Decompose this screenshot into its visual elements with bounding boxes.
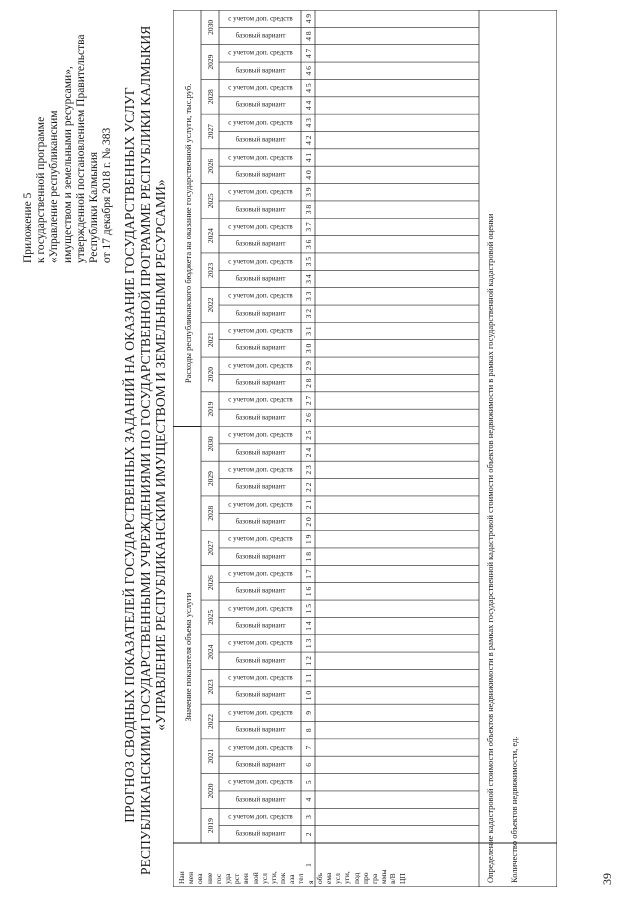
year-header-expense: 2028 [206, 89, 215, 105]
variant-extra-label: с учетом доп. средств [227, 187, 293, 196]
variant-extra-label: с учетом доп. средств [227, 569, 293, 578]
name-header-fragment: мен [186, 871, 196, 884]
year-header-expense: 2030 [206, 19, 215, 35]
variant-base-label: базовый вариант [235, 100, 285, 109]
column-number: 6 [304, 763, 313, 767]
year-header-expense: 2026 [206, 158, 215, 174]
variant-extra-label: с учетом доп. средств [227, 743, 293, 752]
variant-extra-label: с учетом доп. средств [227, 812, 293, 821]
variant-extra-label: с учетом доп. средств [227, 361, 293, 370]
variant-extra-label: с учетом доп. средств [227, 14, 293, 23]
column-number: 1 4 [304, 621, 313, 631]
column-number: 4 2 [304, 135, 313, 145]
variant-extra-label: с учетом доп. средств [227, 153, 293, 162]
column-number: 4 1 [304, 152, 313, 163]
variant-extra-label: с учетом доп. средств [227, 604, 293, 613]
column-number: 3 6 [304, 239, 313, 249]
column-number: 2 7 [304, 395, 313, 406]
year-header-expense: 2020 [206, 366, 215, 382]
name-header-fragment: уги, [342, 871, 352, 884]
year-header-expense: 2021 [206, 332, 215, 348]
column-number: 1 6 [304, 586, 313, 597]
name-header-fragment: объ [314, 872, 324, 884]
variant-base-label: базовый вариант [235, 31, 285, 40]
column-number: 2 0 [304, 517, 313, 527]
column-number: 1 0 [304, 690, 313, 701]
appendix-line: утвержденной постановлением Правительства [74, 34, 87, 263]
variant-extra-label: с учетом доп. средств [227, 257, 293, 266]
variant-extra-label: с учетом доп. средств [227, 638, 293, 647]
name-header-fragment: Наи [177, 871, 186, 884]
year-header-volume: 2022 [206, 714, 215, 730]
variant-extra-label: с учетом доп. средств [227, 430, 293, 439]
variant-extra-label: с учетом доп. средств [227, 534, 293, 543]
name-header-fragment: пок [278, 872, 288, 884]
column-number: 1 1 [304, 673, 313, 683]
appendix-line: имуществом и земельными ресурсами», [61, 66, 74, 263]
variant-base-label: базовый вариант [235, 621, 285, 630]
column-number: 3 9 [304, 187, 313, 197]
name-header-fragment: усл [259, 873, 269, 884]
variant-extra-label: с учетом доп. средств [227, 708, 293, 717]
variant-extra-label: с учетом доп. средств [227, 222, 293, 231]
name-header-fragment: про [360, 872, 370, 884]
variant-base-label: базовый вариант [235, 135, 285, 144]
name-header-fragment: вен [241, 873, 251, 884]
name-header-fragment: аза [287, 874, 297, 884]
column-number: 1 2 [304, 656, 313, 666]
name-header-fragment: уги, [268, 871, 278, 884]
appendix-line: «Управление республиканским [48, 110, 61, 263]
column-number: 3 2 [304, 309, 313, 319]
variant-base-label: базовый вариант [235, 691, 285, 699]
variant-extra-label: с учетом доп. средств [227, 48, 293, 57]
column-number: 2 8 [304, 378, 313, 388]
column-number: 4 [304, 797, 313, 802]
year-header-volume: 2019 [206, 818, 215, 834]
year-header-volume: 2026 [206, 575, 215, 591]
title-line: ПРОГНОЗ СВОДНЫХ ПОКАЗАТЕЛЕЙ ГОСУДАРСТВЕННЫХ ЗАДАНИЙ НА ОКАЗАНИЕ ГОСУДАРСТВЕННЫХ УСЛУГ [122, 87, 137, 823]
variant-base-label: базовый вариант [235, 274, 285, 283]
forecast-table [173, 10, 557, 887]
year-header-volume: 2027 [206, 540, 215, 556]
year-header-volume: 2030 [206, 436, 215, 452]
name-header-fragment: ема [324, 872, 333, 884]
variant-base-label: базовый вариант [235, 378, 285, 387]
variant-base-label: базовый вариант [235, 552, 285, 561]
variant-base-label: базовый вариант [235, 795, 285, 804]
column-number: 3 0 [304, 343, 313, 354]
row-service-name: Определение кадастровой стоимости объектов недвижимости в рамках государственной кадастровой стоимости объектов недвижимости в рамках государственной кадастровой оценки [485, 213, 495, 883]
variant-base-label: базовый вариант [235, 517, 285, 526]
column-number: 8 [304, 728, 313, 733]
year-header-expense: 2029 [206, 54, 215, 70]
variant-extra-label: с учетом доп. средств [227, 326, 293, 335]
variant-base-label: базовый вариант [235, 170, 285, 179]
name-header-fragment: я [305, 880, 315, 884]
column-number: 9 [304, 710, 313, 715]
column-number: 1 8 [304, 551, 313, 562]
page-number: 39 [600, 873, 614, 885]
column-number: 3 3 [304, 291, 313, 302]
variant-extra-label: с учетом доп. средств [227, 500, 293, 509]
column-number: 3 8 [304, 204, 313, 215]
column-number: 1 5 [304, 604, 313, 614]
appendix-line: Приложение 5 [22, 192, 34, 263]
column-number: 4 9 [304, 14, 313, 24]
name-header-fragment: ЦП [397, 873, 407, 884]
year-header-expense: 2027 [206, 124, 215, 139]
column-number: 4 5 [304, 83, 313, 93]
column-number: 2 2 [304, 482, 313, 492]
column-number: 4 6 [304, 66, 313, 76]
row-indicator-name: Количество объектов недвижимости, ед. [509, 736, 519, 883]
appendix-line: Республики Калмыкия [88, 151, 101, 263]
column-number: 3 [304, 815, 313, 819]
name-header-fragment: под [351, 872, 361, 884]
volume-group-header: Значение показателя объема услуги [183, 592, 193, 722]
column-number: 1 9 [304, 534, 313, 544]
document-title [122, 25, 169, 875]
column-number: 2 6 [304, 413, 313, 423]
column-number: 7 [304, 745, 313, 750]
name-header-fragment: ова [195, 873, 205, 884]
name-header-fragment: ние [204, 872, 214, 884]
variant-base-label: базовый вариант [235, 343, 285, 352]
year-header-volume: 2021 [206, 748, 215, 764]
name-header-fragment: усл [333, 873, 343, 884]
appendix-line: к государственной программе [35, 116, 48, 263]
column-number: 2 9 [304, 361, 313, 371]
expense-group-header: Расходы республиканского бюджета на оказание государственной услуги, тыс.руб. [183, 83, 193, 384]
year-header-expense: 2019 [206, 401, 215, 417]
variant-base-label: базовый вариант [235, 829, 285, 838]
column-number: 3 7 [304, 222, 313, 232]
column-number: 1 7 [304, 569, 313, 579]
name-header-fragment: тел [296, 873, 306, 884]
name-header-fragment: уда [222, 873, 232, 884]
column-number: 2 5 [304, 430, 313, 440]
variant-extra-label: с учетом доп. средств [227, 777, 293, 786]
column-number: 1 [304, 863, 313, 867]
variant-base-label: базовый вариант [235, 205, 285, 214]
column-number: 4 7 [304, 48, 313, 59]
year-header-volume: 2020 [206, 783, 215, 799]
variant-extra-label: с учетом доп. средств [227, 395, 293, 404]
year-header-volume: 2029 [206, 471, 215, 487]
name-header-fragment: рст [232, 873, 242, 884]
column-number: 2 4 [304, 447, 313, 458]
year-header-volume: 2024 [206, 644, 215, 660]
column-number: 5 [304, 780, 313, 785]
column-number: 4 0 [304, 170, 313, 180]
year-header-volume: 2023 [206, 679, 215, 695]
column-number: 4 8 [304, 31, 313, 41]
column-number: 1 3 [304, 638, 313, 649]
variant-base-label: базовый вариант [235, 413, 285, 422]
variant-extra-label: с учетом доп. средств [227, 291, 293, 300]
variant-extra-label: с учетом доп. средств [227, 118, 293, 127]
variant-base-label: базовый вариант [235, 586, 285, 595]
year-header-expense: 2022 [206, 297, 215, 313]
appendix-line: от 17 декабря 2018 г. № 383 [101, 127, 114, 263]
name-header-fragment: ммы [379, 869, 389, 884]
title-line: РЕСПУБЛИКАНСКИМИ ГОСУДАРСТВЕННЫМИ УЧРЕЖДЕНИЯМИ ПО ГОСУДАРСТВЕННОЙ ПРОГРАММЕ РЕСПУБЛИКИ КАЛМЫКИЯ [137, 25, 153, 875]
variant-base-label: базовый вариант [235, 656, 285, 665]
column-number: 4 3 [304, 118, 313, 128]
column-number: 2 3 [304, 465, 313, 475]
name-header-fragment: гра [369, 873, 379, 884]
variant-base-label: базовый вариант [235, 309, 285, 318]
name-column-header [177, 844, 407, 884]
name-header-fragment: ной [250, 872, 260, 884]
variant-extra-label: с учетом доп. средств [227, 83, 293, 92]
column-number: 2 1 [304, 499, 313, 510]
variant-base-label: базовый вариант [235, 760, 285, 769]
variant-extra-label: с учетом доп. средств [227, 465, 293, 474]
column-number: 3 5 [304, 256, 313, 267]
year-header-expense: 2023 [206, 262, 215, 278]
variant-base-label: базовый вариант [235, 66, 285, 75]
year-header-volume: 2025 [206, 609, 215, 625]
column-number: 2 [304, 832, 313, 837]
title-line: «УПРАВЛЕНИЕ РЕСПУБЛИКАНСКИМ ИМУЩЕСТВОМ И ЗЕМЕЛЬНЫМИ РЕСУРСАМИ» [153, 179, 168, 731]
year-header-expense: 2025 [206, 193, 215, 209]
appendix-block [22, 13, 114, 263]
column-number: 3 4 [304, 274, 313, 284]
column-number: 3 1 [304, 326, 313, 336]
variant-base-label: базовый вариант [235, 239, 285, 248]
variant-base-label: базовый вариант [235, 482, 285, 491]
name-header-fragment: в/В [388, 873, 398, 884]
year-header-expense: 2024 [206, 228, 215, 244]
variant-base-label: базовый вариант [235, 725, 285, 734]
variant-extra-label: с учетом доп. средств [227, 673, 293, 682]
variant-base-label: базовый вариант [235, 448, 285, 457]
column-number: 4 4 [304, 100, 313, 111]
name-header-fragment: гос [213, 873, 223, 884]
year-header-volume: 2028 [206, 505, 215, 521]
